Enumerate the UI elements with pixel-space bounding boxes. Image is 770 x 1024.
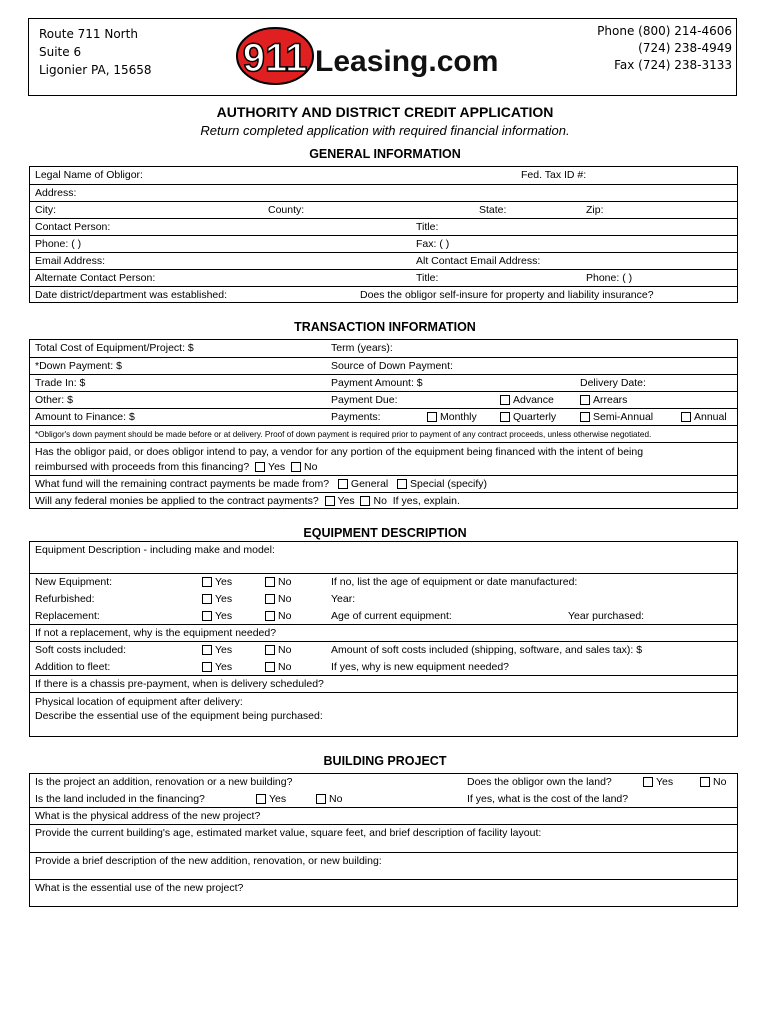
building-essential-use-field[interactable]: What is the essential use of the new project? [35,882,244,894]
alt-phone-field[interactable]: Phone: ( ) [586,272,633,284]
alt-email-field[interactable]: Alt Contact Email Address: [416,255,541,267]
general-row-6 [30,252,737,269]
vendor-question-line-1: Has the obligor paid, or does obligor intend to pay, a vendor for any portion of the equipment being financed with the intent of being [35,446,644,458]
annual-label: Annual [694,411,727,423]
current-building-field[interactable]: Provide the current building's age, estimated market value, square feet, and brief description of facility layout: [35,827,542,839]
new-equipment-yes-checkbox[interactable] [202,577,212,587]
land-included-label: Is the land included in the financing? [35,793,205,805]
equipment-row-3 [30,624,737,641]
special-fund-checkbox[interactable] [397,479,407,489]
arrears-option[interactable] [580,392,627,408]
addition-fleet-no-checkbox[interactable] [265,662,275,672]
amount-finance-field[interactable]: Amount to Finance: $ [35,411,135,423]
replacement-yes-checkbox[interactable] [202,611,212,621]
why-needed-field[interactable]: If not a replacement, why is the equipment needed? [35,627,277,639]
company-phones [597,23,732,74]
general-row-5 [30,235,737,252]
new-equipment-yes-label: Yes [215,576,233,588]
vendor-yes-label: Yes [268,461,286,473]
addition-fleet-no[interactable] [265,659,291,675]
own-land-yes-checkbox[interactable] [643,777,653,787]
federal-question-text: Will any federal monies be applied to the contract payments? [35,495,319,507]
soft-costs-no[interactable] [265,642,291,658]
total-cost-field[interactable]: Total Cost of Equipment/Project: $ [35,342,194,354]
soft-amount-field[interactable]: Amount of soft costs included (shipping, software, and sales tax): $ [331,644,643,656]
payment-amount-field[interactable]: Payment Amount: $ [331,377,423,389]
annual-checkbox[interactable] [681,412,691,422]
land-included-yes-checkbox[interactable] [256,794,266,804]
term-field[interactable]: Term (years): [331,342,393,354]
project-type-field[interactable]: Is the project an addition, renovation or a new building? [35,776,293,788]
general-info-box [29,166,738,303]
logo-text: Leasing.com [315,45,499,78]
soft-costs-no-checkbox[interactable] [265,645,275,655]
alt-contact-field[interactable]: Alternate Contact Person: [35,272,156,284]
city-field[interactable]: City: [35,204,56,216]
refurbished-label: Refurbished: [35,593,95,605]
soft-costs-yes-label: Yes [215,644,233,656]
building-row-1 [30,774,737,807]
transaction-row-3 [30,374,737,391]
year-purchased-field[interactable]: Year purchased: [568,610,645,622]
zip-field[interactable]: Zip: [586,204,604,216]
source-down-field[interactable]: Source of Down Payment: [331,360,453,372]
vendor-question-text: reimbursed with proceeds from this financing? [35,461,250,473]
new-equipment-label: New Equipment: [35,576,113,588]
general-heading: GENERAL INFORMATION [309,147,461,161]
new-equipment-no-label: No [278,576,292,588]
vendor-question-line-2 [35,459,317,475]
refurbished-no[interactable] [265,591,291,607]
equipment-heading: EQUIPMENT DESCRIPTION [303,526,467,540]
vendor-yes-checkbox[interactable] [255,462,265,472]
general-row-8 [30,286,737,303]
refurbished-yes[interactable] [202,591,232,607]
land-included-yes-label: Yes [269,793,287,805]
special-fund-label: Special (specify) [410,478,488,490]
trade-in-field[interactable]: Trade In: $ [35,377,86,389]
phone-field[interactable]: Phone: ( ) [35,238,82,250]
building-row-4 [30,852,737,879]
land-included-no-checkbox[interactable] [316,794,326,804]
addition-fleet-yes-checkbox[interactable] [202,662,212,672]
transaction-row-4 [30,391,737,408]
own-land-no-checkbox[interactable] [700,777,710,787]
equipment-description-field[interactable]: Equipment Description - including make and model: [35,544,275,556]
age-current-field[interactable]: Age of current equipment: [331,610,452,622]
transaction-row-9 [30,492,737,509]
soft-costs-yes[interactable] [202,642,232,658]
contact-title-field[interactable]: Title: [416,221,439,233]
addition-fleet-label: Addition to fleet: [35,661,111,673]
transaction-row-7 [30,442,737,475]
physical-address-field[interactable]: What is the physical address of the new project? [35,810,261,822]
company-address [39,25,152,79]
quarterly-option[interactable] [500,409,556,425]
federal-yes-checkbox[interactable] [325,496,335,506]
fax-field[interactable]: Fax: ( ) [416,238,450,250]
vendor-no-checkbox[interactable] [291,462,301,472]
building-heading: BUILDING PROJECT [323,754,447,768]
address-field[interactable]: Address: [35,187,77,199]
general-fund-label: General [350,478,389,490]
monthly-label: Monthly [440,411,477,423]
down-payment-field[interactable]: *Down Payment: $ [35,360,122,372]
transaction-row-1 [30,340,737,357]
building-row-3 [30,824,737,852]
building-box [29,773,738,907]
replacement-yes[interactable] [202,608,232,624]
refurbished-no-label: No [278,593,292,605]
transaction-row-5 [30,408,737,425]
quarterly-checkbox[interactable] [500,412,510,422]
equipment-row-1 [30,542,737,573]
federal-no-label: No [373,495,387,507]
age-list-field[interactable]: If no, list the age of equipment or date manufactured: [331,576,578,588]
general-row-2 [30,184,737,201]
email-field[interactable]: Email Address: [35,255,106,267]
building-row-2 [30,807,737,824]
phone-main: Phone (800) 214-4606 [597,24,732,38]
quarterly-label: Quarterly [513,411,557,423]
fund-question [35,476,487,492]
arrears-checkbox[interactable] [580,395,590,405]
address-line-2: Suite 6 [39,45,82,59]
payments-label: Payments: [331,411,381,423]
alt-title-field[interactable]: Title: [416,272,439,284]
advance-option[interactable] [500,392,554,408]
county-field[interactable]: County: [268,204,305,216]
fed-tax-field[interactable]: Fed. Tax ID #: [521,169,587,181]
location-field[interactable]: Physical location of equipment after delivery: [35,696,243,708]
replacement-no-checkbox[interactable] [265,611,275,621]
equipment-row-2 [30,573,737,624]
arrears-label: Arrears [593,394,628,406]
address-line-1: Route 711 North [39,27,138,41]
chassis-field[interactable]: If there is a chassis pre-payment, when is delivery scheduled? [35,678,324,690]
own-land-label: Does the obligor own the land? [467,776,612,788]
land-included-no-label: No [329,793,343,805]
equipment-row-4 [30,641,737,675]
refurbished-yes-checkbox[interactable] [202,594,212,604]
general-row-1 [30,167,737,184]
equipment-row-6 [30,692,737,737]
semi-annual-checkbox[interactable] [580,412,590,422]
fund-question-text: What fund will the remaining contract payments be made from? [35,478,330,490]
equipment-box [29,541,738,737]
own-land-yes[interactable] [643,774,673,790]
building-row-5 [30,879,737,907]
replacement-no-label: No [278,610,292,622]
monthly-option[interactable] [427,409,477,425]
payment-due-label: Payment Due: [331,394,398,406]
refurbished-yes-label: Yes [215,593,233,605]
phone-alt: (724) 238-4949 [638,41,732,55]
new-equipment-yes[interactable] [202,574,232,590]
form-subtitle: Return completed application with required financial information. [200,123,570,138]
state-field[interactable]: State: [479,204,507,216]
general-row-3 [30,201,737,218]
transaction-row-6 [30,425,737,442]
federal-no-checkbox[interactable] [360,496,370,506]
delivery-date-field[interactable]: Delivery Date: [580,377,646,389]
essential-use-field[interactable]: Describe the essential use of the equipment being purchased: [35,710,323,722]
general-fund-checkbox[interactable] [338,479,348,489]
vendor-no-label: No [304,461,318,473]
new-description-field[interactable]: Provide a brief description of the new addition, renovation, or new building: [35,855,382,867]
soft-costs-no-label: No [278,644,292,656]
transaction-heading: TRANSACTION INFORMATION [294,320,476,334]
replacement-label: Replacement: [35,610,100,622]
advance-checkbox[interactable] [500,395,510,405]
federal-question [35,493,460,509]
transaction-info-box [29,339,738,509]
transaction-row-2 [30,357,737,374]
form-title: AUTHORITY AND DISTRICT CREDIT APPLICATION [216,104,554,120]
address-line-3: Ligonier PA, 15658 [39,63,152,77]
advance-label: Advance [513,394,554,406]
refurbished-no-checkbox[interactable] [265,594,275,604]
addition-fleet-yes-label: Yes [215,661,233,673]
established-field[interactable]: Date district/department was established: [35,289,228,301]
land-included-no[interactable] [316,791,342,807]
logo-number: 911 [242,36,308,80]
general-row-4 [30,218,737,235]
soft-costs-label: Soft costs included: [35,644,127,656]
why-new-field[interactable]: If yes, why is new equipment needed? [331,661,510,673]
land-included-yes[interactable] [256,791,286,807]
replacement-yes-label: Yes [215,610,233,622]
company-logo [235,25,525,87]
replacement-no[interactable] [265,608,291,624]
semi-annual-label: Semi-Annual [593,411,654,423]
addition-fleet-yes[interactable] [202,659,232,675]
down-payment-note: *Obligor's down payment should be made before or at delivery. Proof of down payment is required prior to payment of any contract proceeds, unless otherwise negotiated. [35,430,652,439]
contact-person-field[interactable]: Contact Person: [35,221,111,233]
self-insure-field[interactable]: Does the obligor self-insure for property and liability insurance? [360,289,654,301]
annual-option[interactable] [681,409,727,425]
own-land-yes-label: Yes [656,776,674,788]
general-row-7 [30,269,737,286]
other-field[interactable]: Other: $ [35,394,73,406]
monthly-checkbox[interactable] [427,412,437,422]
federal-explain-label: If yes, explain. [392,495,460,507]
legal-name-field[interactable]: Legal Name of Obligor: [35,169,143,181]
semi-annual-option[interactable] [580,409,653,425]
new-equipment-no[interactable] [265,574,291,590]
addition-fleet-no-label: No [278,661,292,673]
federal-yes-label: Yes [337,495,355,507]
own-land-no-label: No [713,776,727,788]
equipment-row-5 [30,675,737,692]
land-cost-field[interactable]: If yes, what is the cost of the land? [467,793,629,805]
soft-costs-yes-checkbox[interactable] [202,645,212,655]
transaction-row-8 [30,475,737,492]
fax-number: Fax (724) 238-3133 [614,58,732,72]
year-field[interactable]: Year: [331,593,356,605]
new-equipment-no-checkbox[interactable] [265,577,275,587]
letterhead [28,18,737,96]
own-land-no[interactable] [700,774,726,790]
